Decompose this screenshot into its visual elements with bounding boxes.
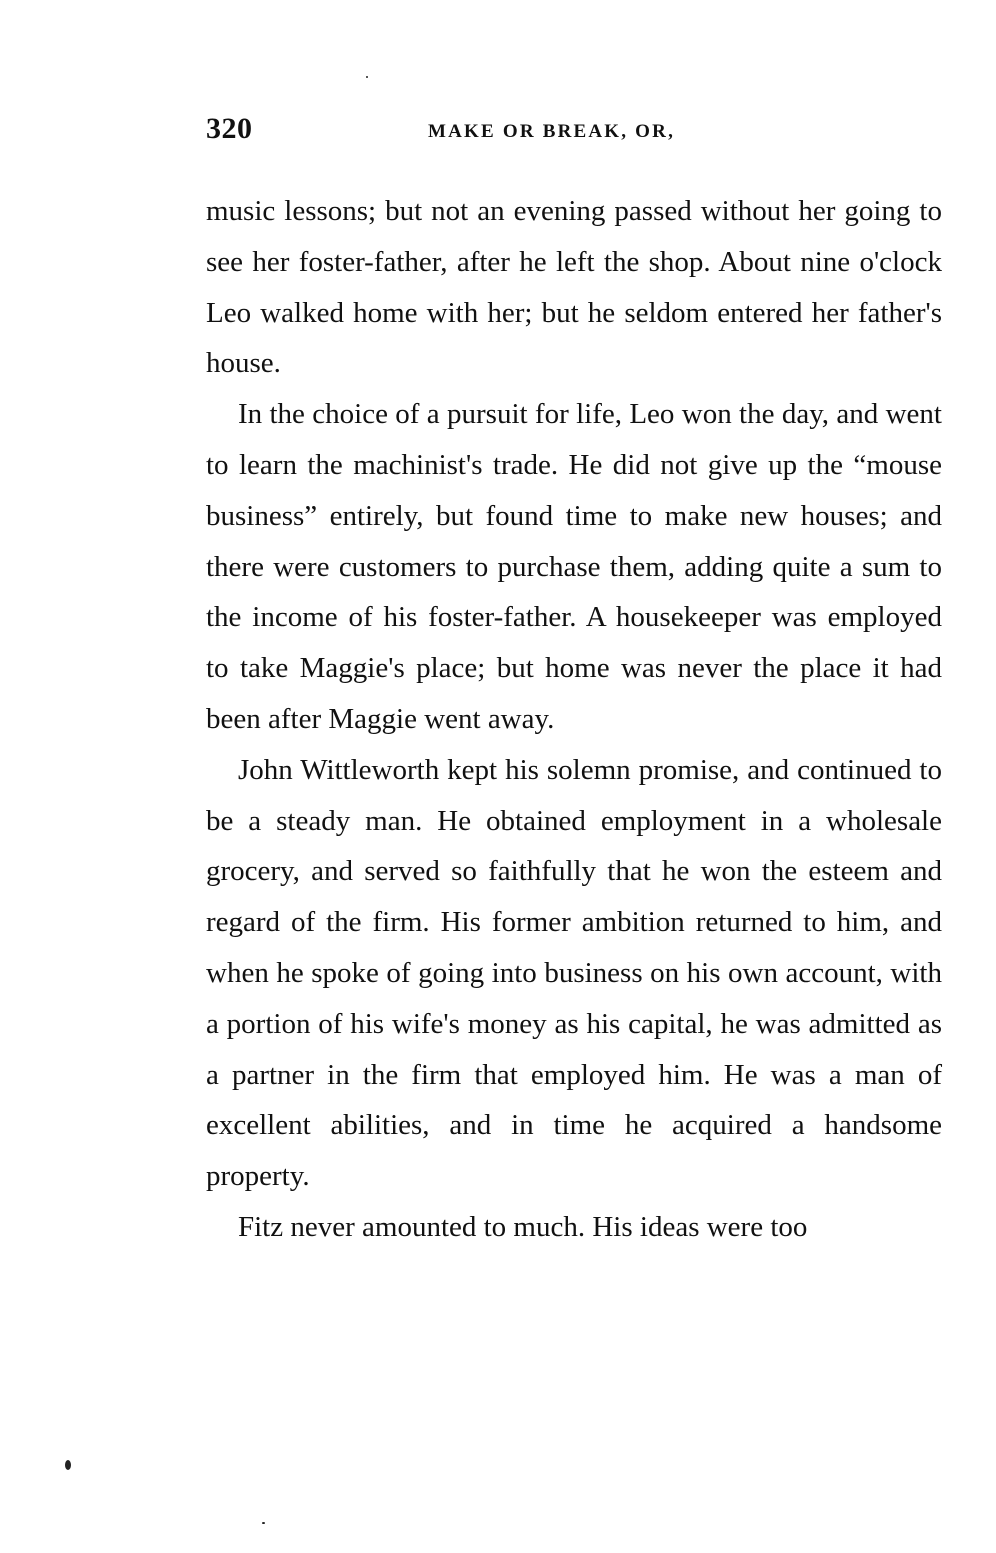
running-head: MAKE OR BREAK, OR, [428,121,676,142]
scan-speck [366,76,368,78]
page-number: 320 [206,112,253,145]
paragraph-continued: music lessons; but not an evening passed without her going to see her foster-father, after he left the shop. About nine o'clock Leo walked home with her; but he seldom entered her father's house. [206,195,942,380]
paragraph: John Wittleworth kept his solemn promise, and continued to be a steady man. He obtained employment in a wholesale grocery, and served so faithfully that he won the esteem and regard of the firm. His former ambition returned to him, and when he spoke of going into business on his own account, with a portion of his wife's money as his capital, he was admitted as a partner in the firm that employed him. He was a man of excellent abilities, and in time he acquired a handsome property. [206,753,942,1193]
scan-speck [65,1460,71,1470]
body-text [206,186,942,1253]
paragraph: Fitz never amounted to much. His ideas were too [238,1210,808,1243]
page-header [206,112,942,152]
scan-speck [262,1522,265,1524]
paragraph: In the choice of a pursuit for life, Leo won the day, and went to learn the machinist's trade. He did not give up the “mouse business” entirely, but found time to make new houses; and there were customers to purchase them, adding quite a sum to the income of his foster-father. A housekeeper was employed to take Maggie's place; but home was never the place it had been after Maggie went away. [206,398,942,735]
